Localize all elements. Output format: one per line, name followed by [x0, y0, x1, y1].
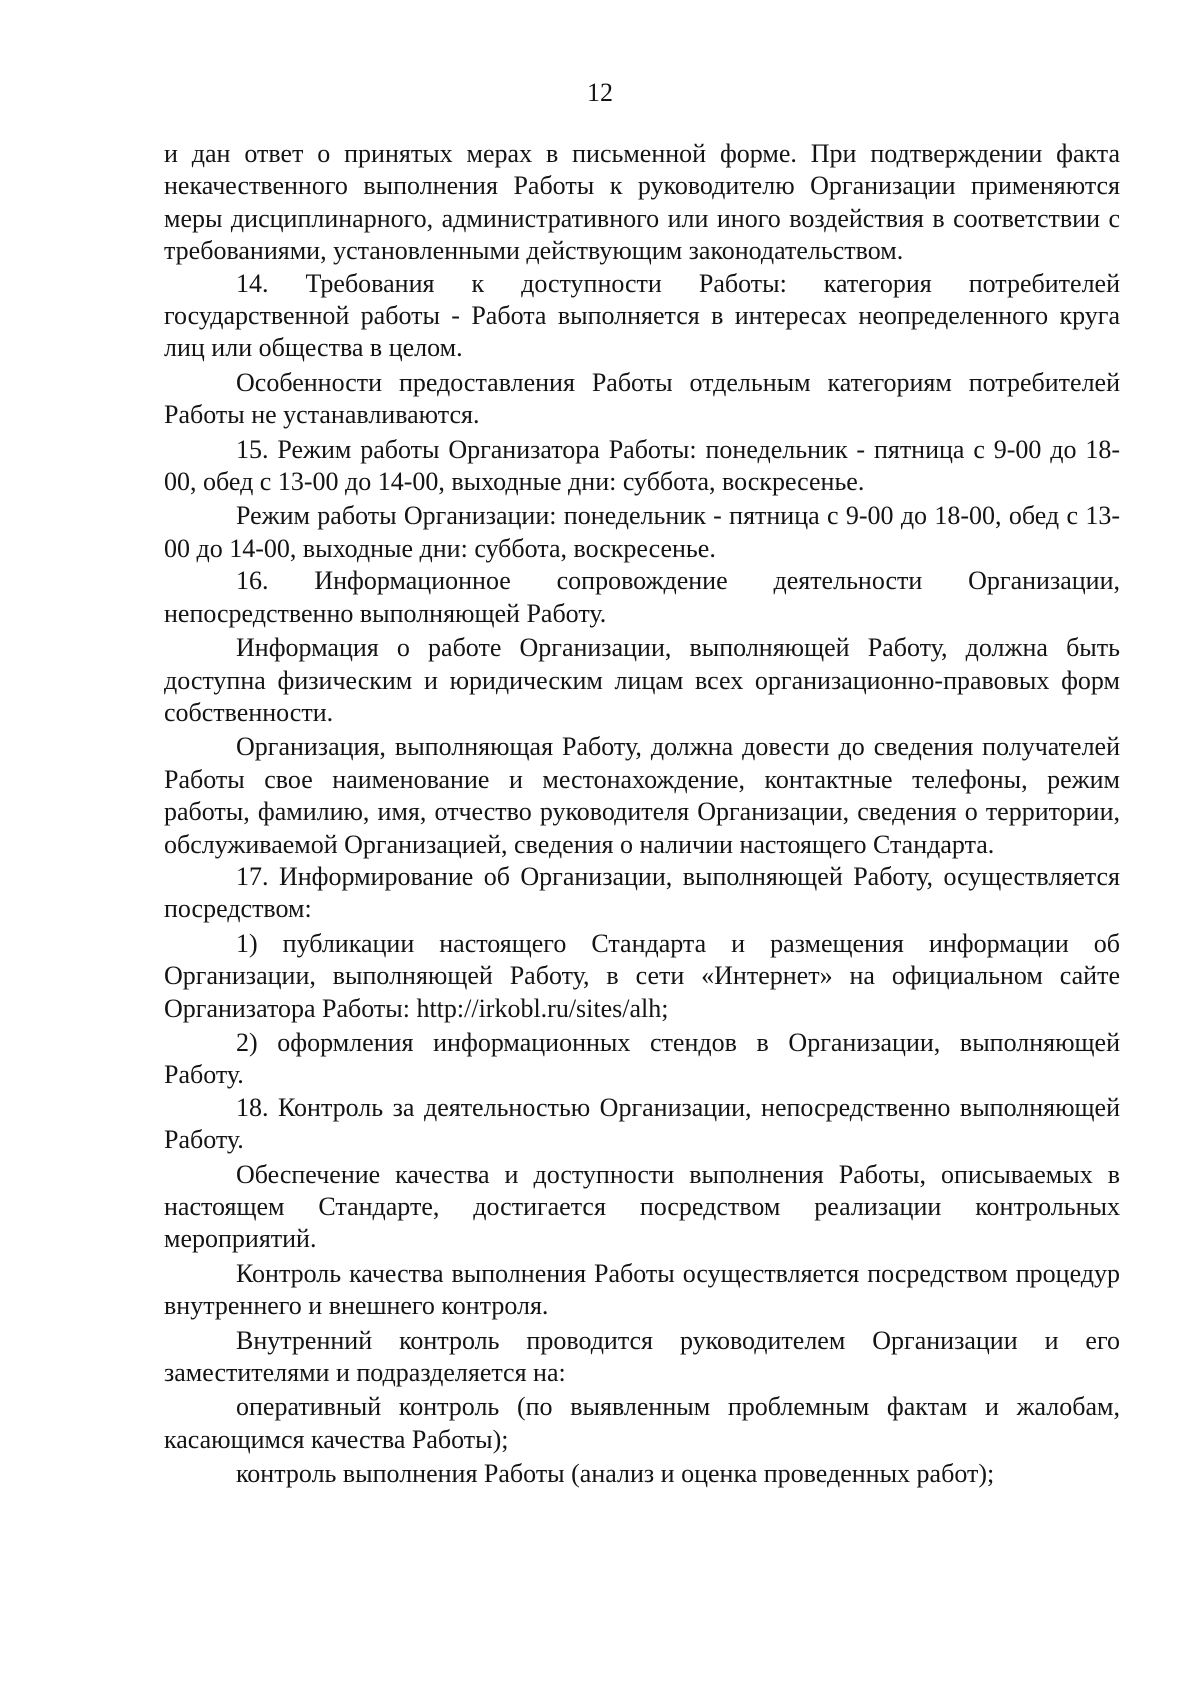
paragraph-information-availability: Информация о работе Организации, выполняющей Работу, должна быть доступна физическим и юридическим лицам всех организационно-правовых форм собственности. — [164, 633, 1120, 727]
paragraph-section-15-organizer-schedule: 15. Режим работы Организатора Работы: понедельник - пятница с 9-00 до 18-00, обед с 13-00 до 14-00, выходные дни: суббота, воскресенье. — [164, 434, 1120, 497]
paragraph-section-14-accessibility: 14. Требования к доступности Работы: категория потребителей государственной работы - Работа выполняется в интересах неопределенного круга лиц или общества в целом. — [164, 268, 1120, 363]
paragraph-organization-disclosure: Организация, выполняющая Работу, должна довести до сведения получателей Работы свое наименование и местонахождение, контактные телефоны, режим работы, фамилию, имя, отчество руководителя Организации, сведения о территории, обслуживаемой Организацией, сведения о наличии настоящего Стандарта. — [164, 732, 1120, 859]
paragraph-section-17-informing: 17. Информирование об Организации, выполняющей Работу, осуществляется посредством: — [164, 861, 1120, 924]
paragraph-measures-response: и дан ответ о принятых мерах в письменной форме. При подтверждении факта некачественного выполнения Работы к руководителю Организации применяются меры дисциплинарного, административного или иного воздействия в соответствии с требованиями, установленными действующим законодательством. — [164, 139, 1120, 266]
paragraph-work-execution-control: контроль выполнения Работы (анализ и оценка проведенных работ); — [236, 1459, 995, 1489]
paragraph-quality-assurance: Обеспечение качества и доступности выполнения Работы, описываемых в настоящем Стандарте, достигается посредством реализации контрольных мероприятий. — [164, 1159, 1120, 1254]
paragraph-item-1-publication: 1) публикации настоящего Стандарта и размещения информации об Организации, выполняющей Работу, в сети «Интернет» на официальном сайте Организатора Работы: http://irkobl.ru/sites/alh; — [164, 928, 1120, 1023]
paragraph-organization-schedule: Режим работы Организации: понедельник - пятница с 9-00 до 18-00, обед с 13-00 до 14-00, выходные дни: суббота, воскресенье. — [164, 501, 1120, 563]
paragraph-item-2-stands: 2) оформления информационных стендов в Организации, выполняющей Работу. — [164, 1027, 1120, 1090]
paragraph-quality-control: Контроль качества выполнения Работы осуществляется посредством процедур внутреннего и внешнего контроля. — [164, 1258, 1120, 1321]
paragraph-section-18-control: 18. Контроль за деятельностью Организации, непосредственно выполняющей Работу. — [164, 1092, 1120, 1155]
page-number: 12 — [587, 78, 613, 107]
paragraph-internal-control: Внутренний контроль проводится руководителем Организации и его заместителями и подразделяется на: — [164, 1325, 1120, 1388]
paragraph-section-16-information-support: 16. Информационное сопровождение деятельности Организации, непосредственно выполняющей Работу. — [164, 566, 1120, 628]
paragraph-operational-control: оперативный контроль (по выявленным проблемным фактам и жалобам, касающимся качества Работы); — [164, 1392, 1120, 1454]
paragraph-special-categories: Особенности предоставления Работы отдельным категориям потребителей Работы не устанавливаются. — [164, 367, 1120, 430]
document-body — [164, 138, 1120, 1491]
